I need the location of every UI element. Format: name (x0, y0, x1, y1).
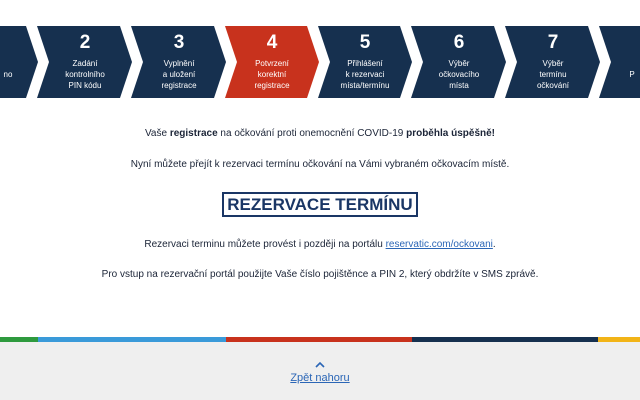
reservation-title: REZERVACE TERMÍNU (222, 192, 417, 217)
success-message: Vaše registrace na očkování proti onemocnění COVID-19 proběhla úspěšně! (145, 128, 495, 139)
step-number: 7 (547, 32, 559, 53)
next-step-info: Nyní můžete přejít k rezervaci termínu očkování na Vámi vybraném očkovacím místě. (130, 159, 510, 170)
step-8 (612, 26, 640, 98)
step-5 (324, 26, 406, 98)
success-bold: proběhla úspěšně! (406, 128, 495, 139)
registration-bold: registrace (169, 128, 218, 139)
step-label: Výběr očkovacího místa (438, 59, 480, 90)
step-label: no (3, 70, 13, 79)
step-4-current (231, 26, 313, 98)
step-label: Vyplnění a uložení registrace (161, 59, 197, 90)
step-3 (137, 26, 221, 98)
step-number: 5 (359, 32, 371, 53)
footer (0, 342, 640, 400)
step-label: Potvrzení korektní registrace (254, 59, 290, 90)
step-label: Výběr termínu očkování (536, 59, 570, 90)
step-1 (0, 26, 30, 98)
step-label: Zadání kontrolního PIN kódu (65, 59, 105, 90)
step-number: 6 (453, 32, 465, 53)
step-number: 4 (266, 32, 278, 53)
step-7 (511, 26, 595, 98)
pin-info: Pro vstup na rezervační portál použijte Vaše číslo pojištěnce a PIN 2, který obdržíte v SMS zprávě. (101, 269, 539, 280)
step-label: P (629, 70, 635, 79)
step-number: 2 (79, 32, 91, 53)
back-to-top-link[interactable]: Zpět nahoru (290, 372, 350, 384)
step-2 (43, 26, 127, 98)
step-label: Přihlášení k rezervaci místa/termínu (340, 59, 390, 90)
registration-stepper (0, 26, 640, 98)
main-content (0, 120, 640, 282)
step-6 (417, 26, 501, 98)
step-number: 3 (173, 32, 185, 53)
chevron-up-icon[interactable] (312, 360, 328, 370)
portal-info: Rezervaci terminu můžete provést i později na portálu reservatic.com/ockovani. (144, 239, 496, 250)
reservatic-link[interactable]: reservatic.com/ockovani (385, 239, 493, 250)
